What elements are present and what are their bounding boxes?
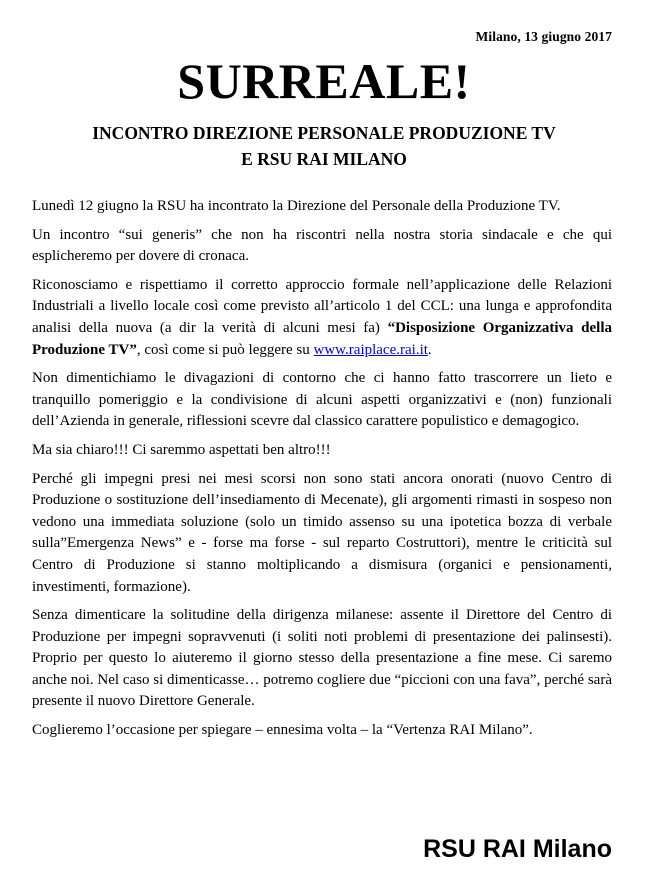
document-body [32,196,612,749]
subtitle-line-1: INCONTRO DIREZIONE PERSONALE PRODUZIONE TV [92,123,556,143]
subtitle [0,120,648,172]
raiplace-link[interactable]: www.raiplace.rai.it [313,341,428,358]
paragraph-8: Coglieremo l’occasione per spiegare – ennesima volta – la “Vertenza RAI Milano”. [32,722,533,739]
paragraph-1: Lunedì 12 giugno la RSU ha incontrato la Direzione del Personale della Produzione TV. [32,198,561,214]
paragraph-5: Ma sia chiaro!!! Ci saremmo aspettati ben altro!!! [32,441,331,458]
subtitle-line-2: E RSU RAI MILANO [241,149,407,169]
disposizione-title: “Disposizione Organizzativa della Produzione TV” [32,319,612,358]
paragraph-3 [32,275,612,361]
paragraph-3-text-c: . [427,341,432,358]
paragraph-3-text-b: , così come si può leggere su [136,341,314,358]
paragraph-6: Perché gli impegni presi nei mesi scorsi non sono stati ancora onorati (nuovo Centro di Produzione o sostituzione dell’insediamento di Mecenate), gli argomenti rimasti in sospeso non vedono una immediata soluzione (solo un timido assenso su una ipotetica bozza di verbale sulla”Emergenza News” e - forse ma forse - sul reparto Costruttori), mentre le criticità sul Centro di Produzione si stanno moltiplicando a dismisura (organici e pensionamenti, investimenti, formazione). [32,470,612,595]
document-date: Milano, 13 giugno 2017 [475,29,612,44]
paragraph-4: Non dimentichiamo le divagazioni di contorno che ci hanno fatto trascorrere un lieto e tranquillo pomeriggio e la condivisione di alcuni aspetti organizzativi e (non) funzionali dell’Azienda in generale, riflessioni scevre dal classico carattere populistico e demagogico. [32,370,612,430]
paragraph-2: Un incontro “sui generis” che non ha riscontri nella nostra storia sindacale e che qui esplicheremo per dovere di cronaca. [32,226,612,265]
headline: SURREALE! [177,53,471,109]
paragraph-3-text-a: Riconosciamo e rispettiamo il corretto approccio formale nell’applicazione delle Relazioni Industriali a livello locale così come previsto all’articolo 1 del CCL: una lunga e approfondita analisi della nuova (a dir la verità di alcuni mesi fa) [32,276,612,336]
paragraph-7: Senza dimenticare la solitudine della dirigenza milanese: assente il Direttore del Centro di Produzione per impegni sopravvenuti (i soliti noti problemi di presentazione dei palinsesti). Proprio per questo lo aiuteremo il giorno stesso della presentazione a fine mese. Ci saremo anche noi. Nel caso si dimenticasse… potremo cogliere due “piccioni con una fava”, perché sarà presente il nuovo Direttore Generale. [32,607,612,710]
signature: RSU RAI Milano [423,835,612,863]
